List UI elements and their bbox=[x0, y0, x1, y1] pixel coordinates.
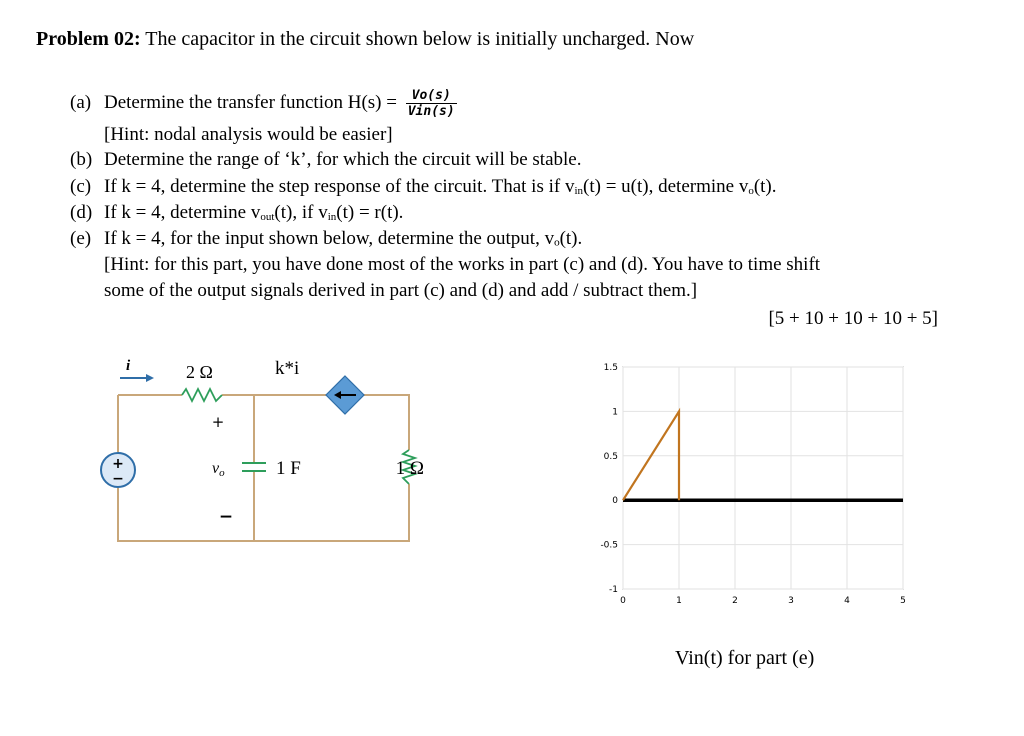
fraction-numerator: Vo(s) bbox=[406, 88, 457, 104]
marks-distribution: [5 + 10 + 10 + 10 + 5] bbox=[768, 308, 938, 329]
vo-plus: + bbox=[211, 413, 225, 431]
x-tick-label: 3 bbox=[788, 596, 794, 606]
y-tick-label: 0 bbox=[612, 496, 618, 507]
x-tick-label: 1 bbox=[676, 596, 682, 606]
y-tick-label: 1.5 bbox=[603, 363, 618, 373]
part-d-sub-in: in bbox=[327, 211, 337, 223]
part-c-t1: If k = 4, determine the step response of the circuit. That is if v bbox=[104, 176, 575, 197]
current-label: i bbox=[126, 358, 131, 374]
resistor-2ohm bbox=[182, 389, 222, 401]
problem-header bbox=[36, 28, 694, 51]
part-a-text: Determine the transfer function H(s) = bbox=[104, 91, 397, 113]
vo-label bbox=[212, 460, 225, 479]
part-d-t1: If k = 4, determine v bbox=[104, 202, 261, 223]
part-d-t2: (t), if v bbox=[274, 202, 328, 223]
input-signal-chart bbox=[580, 355, 920, 615]
vo-letter: v bbox=[212, 460, 220, 477]
part-d-t3: (t) = r(t). bbox=[336, 202, 404, 223]
current-arrow-icon bbox=[120, 374, 154, 382]
part-d-label: (d) bbox=[70, 202, 93, 223]
cap-label: 1 F bbox=[276, 458, 301, 479]
part-c-sub-in: in bbox=[574, 185, 584, 197]
part-c-t2: (t) = u(t), determine v bbox=[583, 176, 749, 197]
transfer-fraction bbox=[406, 88, 457, 119]
x-tick-label: 4 bbox=[844, 596, 850, 606]
source-label: k*i bbox=[275, 358, 300, 379]
r1-label: 2 Ω bbox=[186, 362, 213, 382]
y-tick-label: 1 bbox=[612, 407, 618, 418]
fraction-denominator: Vin(s) bbox=[407, 104, 455, 119]
y-tick-labels bbox=[600, 363, 618, 595]
part-e-text: If k = 4, for the input shown below, determine the output, vₒ(t). bbox=[104, 228, 583, 249]
y-tick-label: 0.5 bbox=[603, 451, 618, 462]
part-e bbox=[70, 228, 582, 250]
part-b bbox=[70, 149, 581, 171]
plot-area bbox=[623, 367, 903, 589]
part-d-sub-out: out bbox=[260, 211, 275, 223]
circuit-diagram bbox=[90, 350, 430, 550]
x-tick-label: 0 bbox=[620, 596, 626, 606]
problem-label: Problem 02: bbox=[36, 28, 141, 50]
wire-bottom bbox=[118, 484, 409, 541]
x-tick-label: 5 bbox=[900, 596, 906, 606]
wire-right-top bbox=[364, 395, 409, 450]
part-b-label: (b) bbox=[70, 149, 93, 170]
part-e-hint-line1: [Hint: for this part, you have done most of the works in part (c) and (d). You have to time shift bbox=[104, 254, 821, 275]
part-d bbox=[70, 202, 403, 224]
part-c-sub-o: o bbox=[748, 185, 754, 197]
circuit-wires bbox=[118, 395, 409, 541]
part-a-label: (a) bbox=[70, 91, 92, 113]
x-tick-label: 2 bbox=[732, 596, 738, 606]
y-tick-label: -0.5 bbox=[600, 540, 618, 551]
part-c bbox=[70, 176, 777, 198]
x-tick-labels bbox=[620, 596, 906, 606]
vo-minus: − bbox=[218, 507, 234, 527]
part-a bbox=[70, 88, 457, 119]
part-b-text: Determine the range of ‘k’, for which the circuit will be stable. bbox=[104, 149, 582, 170]
part-a-hint: [Hint: nodal analysis would be easier] bbox=[104, 124, 393, 145]
y-tick-label: -1 bbox=[609, 585, 618, 595]
part-e-hint-line2: some of the output signals derived in part (c) and (d) and add / subtract them.] bbox=[104, 280, 698, 301]
part-e-label: (e) bbox=[70, 228, 92, 249]
vo-subscript: o bbox=[219, 467, 225, 479]
r2-label: 1 Ω bbox=[395, 458, 424, 479]
problem-intro: The capacitor in the circuit shown below is initially uncharged. Now bbox=[145, 28, 695, 50]
part-c-label: (c) bbox=[70, 176, 92, 197]
part-c-t3: (t). bbox=[753, 176, 777, 197]
chart-caption: Vin(t) for part (e) bbox=[675, 647, 815, 669]
voltage-source-plus: + bbox=[112, 456, 124, 472]
voltage-source-minus: − bbox=[112, 471, 124, 487]
